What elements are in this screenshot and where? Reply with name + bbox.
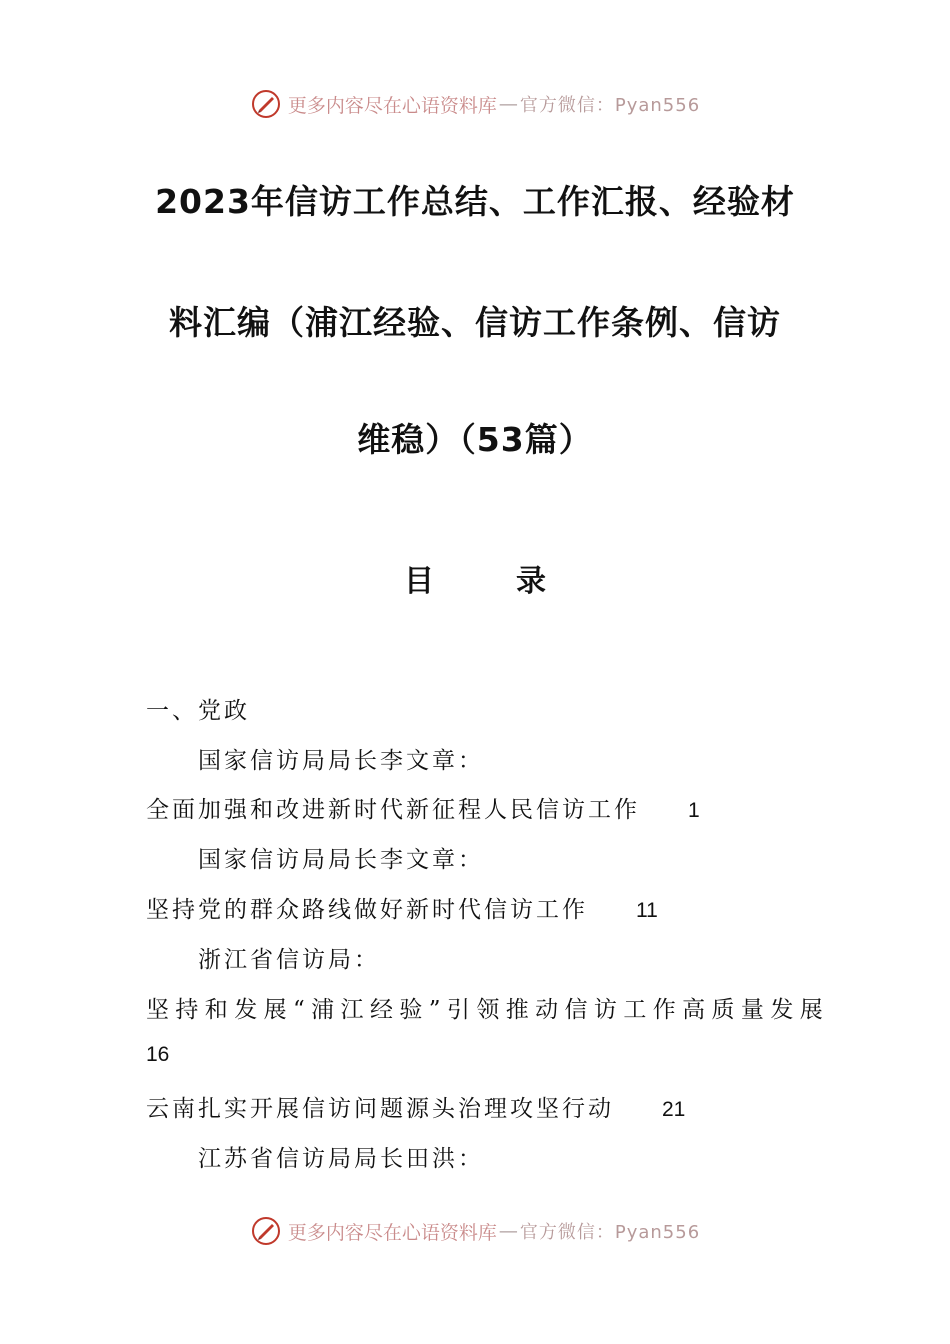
toc-heading (0, 556, 950, 600)
toc-item-page: 11 (636, 899, 658, 922)
toc-item-title: 坚持党的群众路线做好新时代信访工作 (146, 897, 588, 923)
pen-logo-icon (250, 88, 282, 120)
toc-item-author: 浙江省信访局： (198, 947, 380, 973)
document-title-line-3: 维稳）（53篇） (357, 420, 593, 459)
watermark-wechat: 官方微信：Pyan556 (519, 1222, 701, 1243)
toc-item-title: 云南扎实开展信访问题源头治理攻坚行动 (146, 1096, 614, 1122)
toc-item-title: 全面加强和改进新时代新征程人民信访工作 (146, 797, 640, 823)
watermark-header (0, 84, 950, 124)
watermark-wechat: 官方微信：Pyan556 (519, 95, 701, 116)
toc-section-heading: 一、党政 (146, 698, 250, 724)
toc-item-page: 1 (688, 799, 700, 822)
pen-logo-icon (250, 1215, 282, 1247)
watermark-text: 更多内容尽在心语资料库 (287, 1221, 497, 1244)
toc-item-page: 16 (146, 1043, 170, 1066)
watermark-separator: — (498, 1220, 518, 1242)
toc-item-title: 坚持和发展“浦江经验”引领推动信访工作高质量发展 (146, 997, 830, 1023)
document-title-line-2: 料汇编（浦江经验、信访工作条例、信访 (169, 303, 781, 342)
toc-item[interactable] (146, 791, 700, 824)
document-title-line-1: 2023年信访工作总结、工作汇报、经验材 (155, 182, 795, 221)
toc-heading-right: 录 (516, 564, 546, 599)
toc-item-page: 21 (662, 1098, 686, 1121)
toc-item[interactable] (146, 891, 658, 924)
toc-item-author: 国家信访局局长李文章： (198, 748, 484, 774)
toc-item-author: 江苏省信访局局长田洪： (198, 1146, 484, 1172)
toc-item-page-wrapped (146, 1041, 169, 1067)
toc-item-author: 国家信访局局长李文章： (198, 847, 484, 873)
watermark-separator: — (498, 93, 518, 115)
watermark-footer (0, 1211, 950, 1251)
toc-heading-left: 目 (404, 564, 434, 599)
toc-item[interactable] (146, 1090, 685, 1123)
watermark-text: 更多内容尽在心语资料库 (287, 94, 497, 117)
toc-item[interactable] (146, 991, 829, 1024)
